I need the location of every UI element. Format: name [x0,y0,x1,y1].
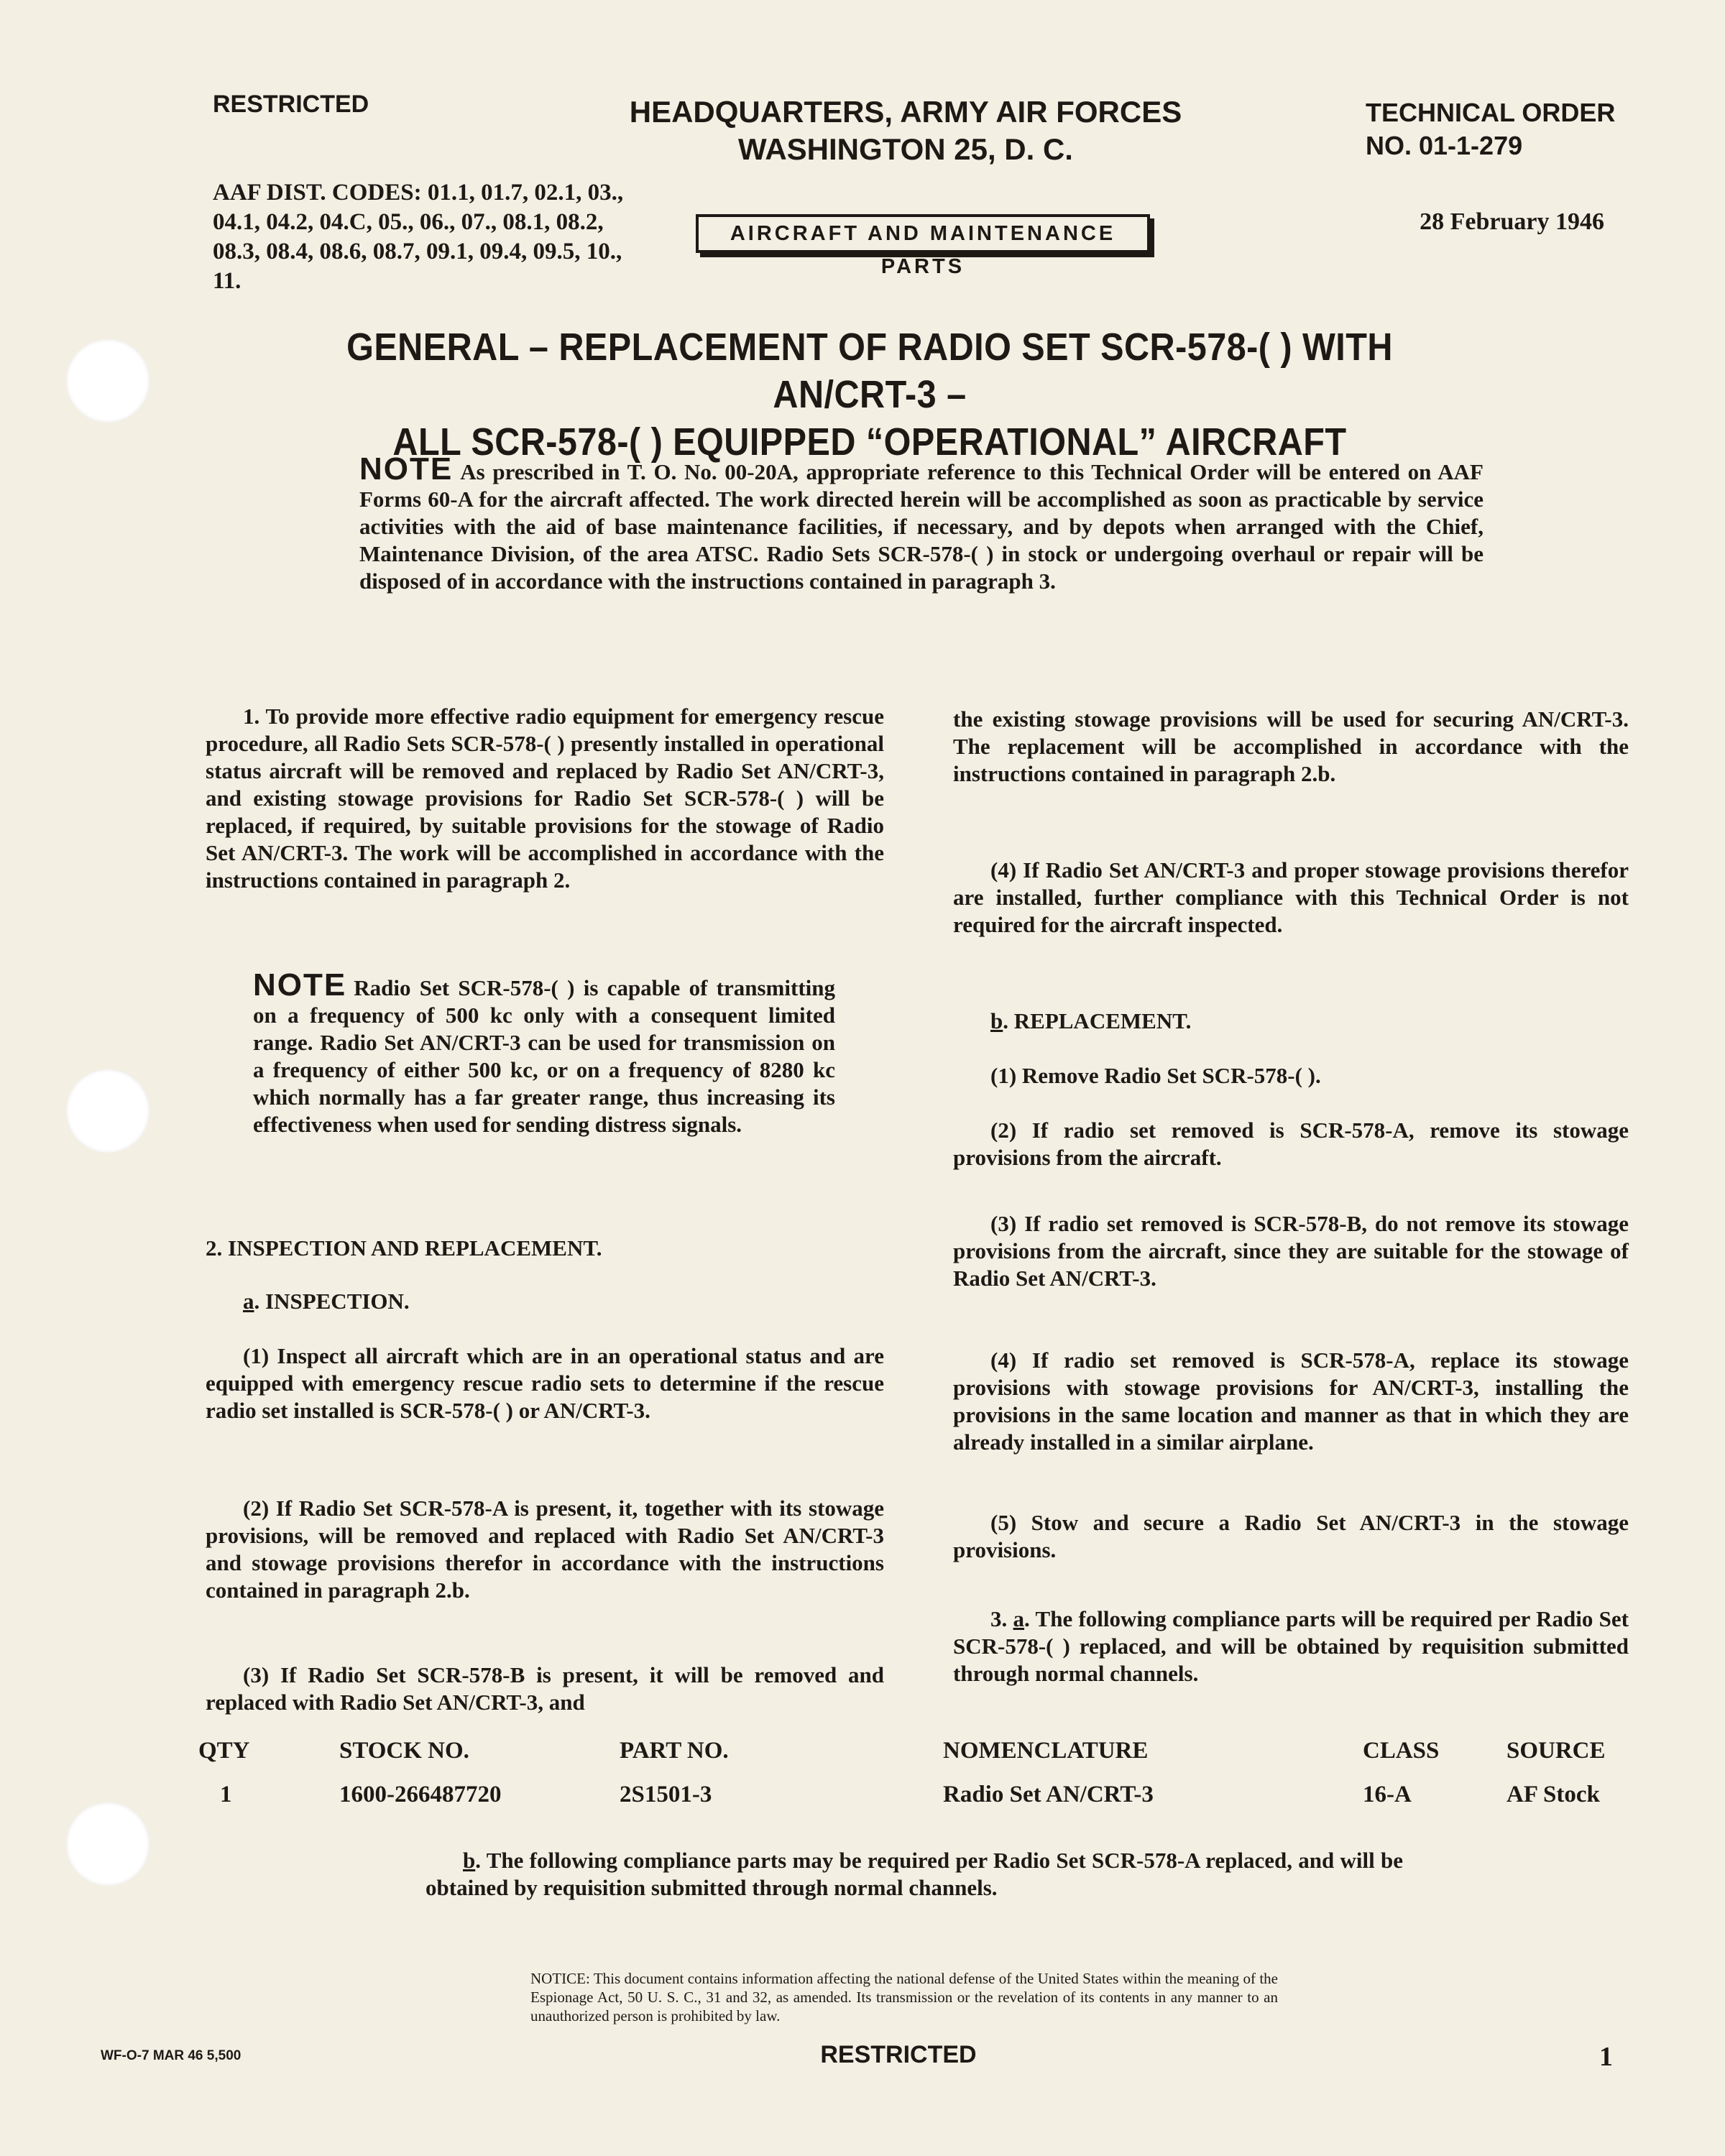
distribution-codes: AAF DIST. CODES: 01.1, 01.7, 02.1, 03., 04.1, 04.2, 04.C, 05., 06., 07., 08.1, 08.2, 08.3, 08.4, 08.6, 08.7, 09.1, 09.4, 09.5, 10., 11. [213,180,624,294]
paragraph-3b-text: . The following compliance parts may be required per Radio Set SCR-578-A replaced, and will be obtained by requisition submitted through normal channels. [426,1848,1403,1900]
to-line-2: NO. 01-1-279 [1366,131,1523,160]
item-2a-4: (4) If Radio Set AN/CRT-3 and proper stowage provisions therefor are installed, further compliance with this Technical Order is not required for the aircraft inspected. [953,857,1629,937]
item-2a-3-continued: the existing stowage provisions will be used for securing AN/CRT-3. The replacement will be accomplished in accordance with the instructions contained in paragraph 2.b. [953,706,1629,786]
column-header-stock-no: STOCK NO. [339,1738,469,1764]
paragraph-3b-letter: b [463,1848,476,1873]
column-header-class: CLASS [1363,1738,1440,1764]
item-2a-2: (2) If Radio Set SCR-578-A is present, it, together with its stowage provisions, will be removed and replaced with Radio Set AN/CRT-3 and stowage provisions therefor in accordance with the instructions contained in paragraph 2.b. [206,1496,884,1603]
heading-2b-text: . REPLACEMENT. [1003,1008,1192,1033]
page-number: 1 [1599,2042,1613,2072]
item-2b-5: (5) Stow and secure a Radio Set AN/CRT-3 in the stowage provisions. [953,1510,1629,1562]
paragraph-3a-letter: a [1013,1606,1025,1631]
heading-2b [990,1008,1629,1035]
top-note [359,451,1484,595]
note-label: NOTE [359,451,454,487]
cell-nomenclature: Radio Set AN/CRT-3 [943,1782,1154,1807]
heading-2a-text: . INSPECTION. [254,1289,410,1314]
cell-part-no: 2S1501-3 [620,1782,712,1807]
paragraph-3a-text: . The following compliance parts will be required per Radio Set SCR-578-( ) replaced, and will be obtained by requisition submitted through normal channels. [953,1606,1629,1686]
column-header-source: SOURCE [1506,1738,1606,1764]
column-header-qty: QTY [198,1738,250,1764]
cell-source: AF Stock [1506,1782,1600,1807]
paragraph-3a [953,1606,1629,1687]
item-2a-1: (1) Inspect all aircraft which are in an operational status and are equipped with emergency rescue radio sets to determine if the rescue radio set installed is SCR-578-( ) or AN/CRT-3. [206,1343,884,1423]
heading-2a [243,1288,884,1315]
category-box: AIRCRAFT AND MAINTENANCE PARTS [696,214,1150,253]
heading-2b-letter: b [990,1008,1003,1033]
binder-hole-bottom [66,1802,150,1886]
top-note-text: As prescribed in T. O. No. 00-20A, appropriate reference to this Technical Order will be entered on AAF Forms 60-A for the aircraft affected. The work directed herein will be accomplished as soon as practicable by service activities with the aid of base maintenance facilities, if necessary, and by depots when arranged with the Chief, Maintenance Division, of the area ATSC. Radio Sets SCR-578-( ) in stock or undergoing overhaul or repair will be disposed of in accordance with the instructions contained in paragraph 3. [359,459,1484,594]
left-note [253,967,835,1138]
paragraph-1: 1. To provide more effective radio equipment for emergency rescue procedure, all Radio Sets SCR-578-( ) presently installed in operational status aircraft will be removed and replaced by Radio Set AN/CRT-3, and existing stowage provisions for Radio Set SCR-578-( ) will be replaced, if required, by suitable provisions for the stowage of Radio Set AN/CRT-3. The work will be accomplished in accordance with the instructions contained in paragraph 2. [206,704,884,893]
item-2b-2: (2) If radio set removed is SCR-578-A, remove its stowage provisions from the aircraft. [953,1118,1629,1170]
item-2b-4: (4) If radio set removed is SCR-578-A, replace its stowage provisions with stowage provisions for AN/CRT-3, installing the provisions in the same location and manner as that in which they are already installed in a similar airplane. [953,1348,1629,1455]
title-line-1: GENERAL – REPLACEMENT OF RADIO SET SCR-578-( ) WITH AN/CRT-3 – [346,326,1393,416]
issuing-office [546,93,1265,168]
title-line-2: ALL SCR-578-( ) EQUIPPED “OPERATIONAL” AIRCRAFT [392,420,1347,464]
item-2a-3: (3) If Radio Set SCR-578-B is present, it will be removed and replaced with Radio Set AN/CRT-3, and [206,1662,884,1715]
binder-hole-top [66,339,150,423]
heading-2: 2. INSPECTION AND REPLACEMENT. [206,1235,602,1261]
cell-qty: 1 [220,1782,232,1807]
cell-class: 16-A [1363,1782,1412,1807]
cell-stock-no: 1600-266487720 [339,1782,502,1807]
item-2b-1: (1) Remove Radio Set SCR-578-( ). [990,1063,1321,1088]
classification-bottom: RESTRICTED [820,2041,977,2068]
column-header-nomenclature: NOMENCLATURE [943,1738,1149,1764]
table-row [198,1777,1636,1812]
security-notice: NOTICE: This document contains information affecting the national defense of the United States within the meaning of the Espionage Act, 50 U. S. C., 31 and 32, as amended. Its transmission or the revelation of its contents in any manner to an unauthorized person is prohibited by law. [530,1970,1278,2024]
hq-line-1: HEADQUARTERS, ARMY AIR FORCES [629,95,1182,129]
document-title [320,323,1420,466]
column-header-part-no: PART NO. [620,1738,729,1764]
left-note-text: Radio Set SCR-578-( ) is capable of transmitting on a frequency of 500 kc only with a consequent limited range. Radio Set AN/CRT-3 can be used for transmission on a frequency of either 500 kc, or on a frequency of 8280 kc which normally has a far greater range, thus increasing its effectiveness when used for sending distress signals. [253,975,835,1137]
table-header-row [198,1738,1636,1777]
item-2b-3: (3) If radio set removed is SCR-578-B, do not remove its stowage provisions from the aircraft, since they are suitable for the stowage of Radio Set AN/CRT-3. [953,1211,1629,1291]
to-line-1: TECHNICAL ORDER [1366,98,1616,127]
classification-top: RESTRICTED [213,91,369,118]
binder-hole-middle [66,1069,150,1153]
print-code: WF-O-7 MAR 46 5,500 [101,2048,242,2063]
hq-line-2: WASHINGTON 25, D. C. [738,132,1073,166]
note-label: NOTE [253,967,347,1003]
heading-2a-letter: a [243,1289,254,1314]
compliance-parts-table [198,1738,1636,1812]
technical-order-number [1366,96,1668,162]
paragraph-3b [426,1847,1403,1902]
issue-date: 28 February 1946 [1420,208,1604,235]
paragraph-3a-number: 3. [990,1606,1013,1631]
